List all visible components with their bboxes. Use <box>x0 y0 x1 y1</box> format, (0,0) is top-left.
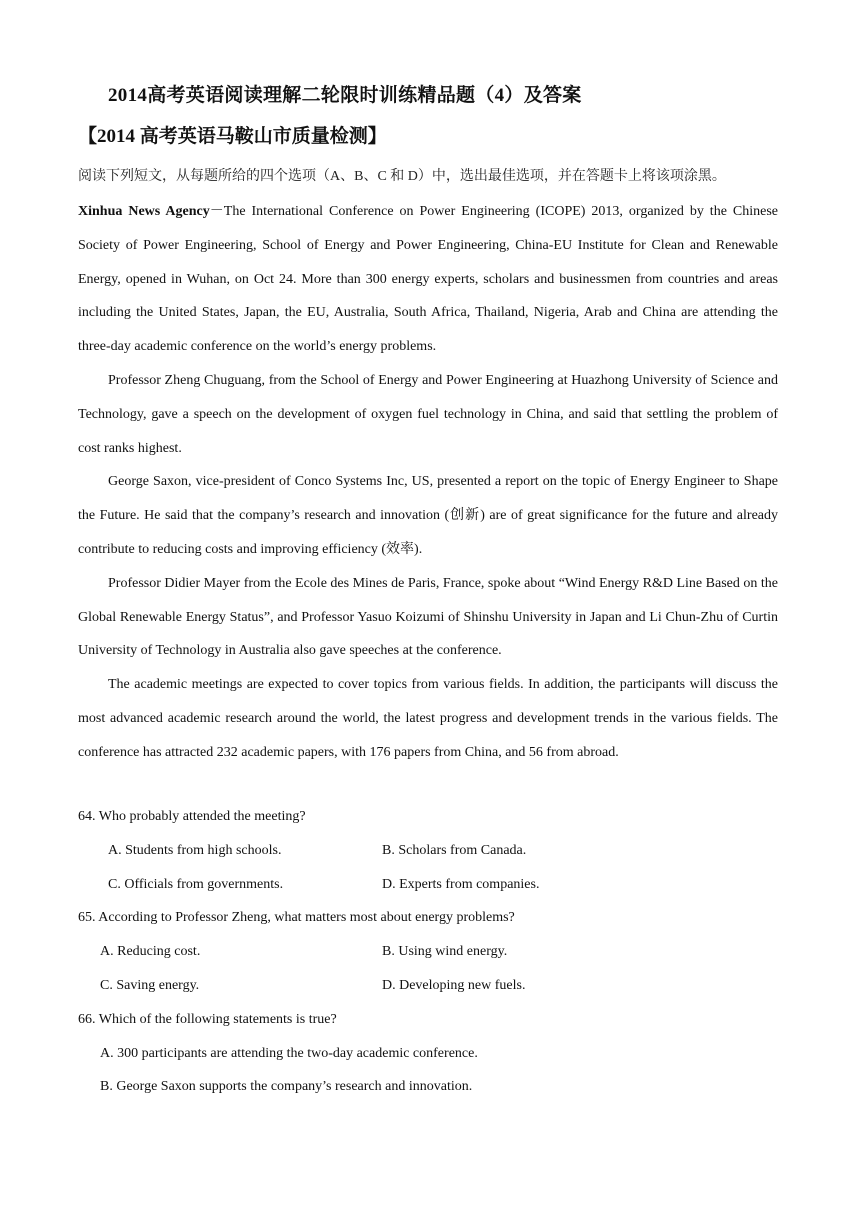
exam-source-heading: 【2014 高考英语马鞍山市质量检测】 <box>78 126 387 147</box>
question-64-option-c: C. Officials from governments. <box>108 876 284 892</box>
question-66-option-a: A. 300 participants are attending the two-day academic conference. <box>100 1045 478 1061</box>
passage-paragraph-4: Professor Didier Mayer from the Ecole des Mines de Paris, France, spoke about “Wind Energy R&D Line Based on the Global Renewable Energy Status”, and Professor Yasuo Koizumi of Shinshu University in Japan and Li Chun-Zhu of Curtin University of Technology in Australia also gave speeches at the conference. <box>78 575 778 659</box>
document-title: 2014高考英语阅读理解二轮限时训练精品题（4）及答案 <box>108 85 582 106</box>
passage-paragraph-3: George Saxon, vice-president of Conco Systems Inc, US, presented a report on the topic of Energy Engineer to Shape the Future. He said that the company’s research and innovation (创新) are of great significance for the future and already contribute to reducing costs and improving efficiency (效率). <box>78 474 778 557</box>
question-66-option-b: B. George Saxon supports the company’s research and innovation. <box>100 1079 473 1095</box>
instructions: 阅读下列短文，从每题所给的四个选项（A、B、C 和 D）中，选出最佳选项，并在答题卡上将该项涂黑。 <box>78 169 726 184</box>
questions-section <box>78 800 778 1104</box>
question-64-option-a: A. Students from high schools. <box>108 842 282 858</box>
news-agency-label: Xinhua News Agency <box>78 204 210 219</box>
question-65-option-c: C. Saving energy. <box>100 977 200 993</box>
question-64-option-d: D. Experts from companies. <box>382 876 540 892</box>
question-64-stem: 64. Who probably attended the meeting? <box>78 809 306 824</box>
question-64-options-row-1 <box>78 834 778 868</box>
question-66-stem: 66. Which of the following statements is true? <box>78 1011 337 1027</box>
passage-paragraph-1 <box>78 195 778 364</box>
question-65-option-d: D. Developing new fuels. <box>382 977 526 993</box>
passage-paragraph-2: Professor Zheng Chuguang, from the School of Energy and Power Engineering at Huazhong University of Science and Technology, gave a speech on the development of oxygen fuel technology in China, and said that settling the problem of cost ranks highest. <box>78 372 778 456</box>
paragraph-1-text: －The International Conference on Power Engineering (ICOPE) 2013, organized by the Chinese Society of Power Engineering, School of Energy and Power Engineering, China-EU Institute for Clean and Renewable Energy, opened in Wuhan, on Oct 24. More than 300 energy experts, scholars and businessmen from countries and areas including the United States, Japan, the EU, Australia, South Africa, Thailand, Nigeria, Arab and China are attending the three-day academic conference on the world’s energy problems. <box>78 204 779 355</box>
question-65-options-row-2 <box>78 969 778 1003</box>
passage-paragraph-5: The academic meetings are expected to cover topics from various fields. In addition, the participants will discuss the most advanced academic research around the world, the latest progress and development trends in the various fields. The conference has attracted 232 academic papers, with 176 papers from China, and 56 from abroad. <box>78 677 778 760</box>
question-65-option-a: A. Reducing cost. <box>100 944 201 960</box>
reading-passage <box>78 195 778 770</box>
question-65-option-b: B. Using wind energy. <box>382 944 508 960</box>
question-64-options-row-2 <box>78 868 778 902</box>
question-65-stem: 65. According to Professor Zheng, what matters most about energy problems? <box>78 910 515 926</box>
question-65-options-row-1 <box>78 935 778 969</box>
question-64-option-b: B. Scholars from Canada. <box>382 842 527 858</box>
